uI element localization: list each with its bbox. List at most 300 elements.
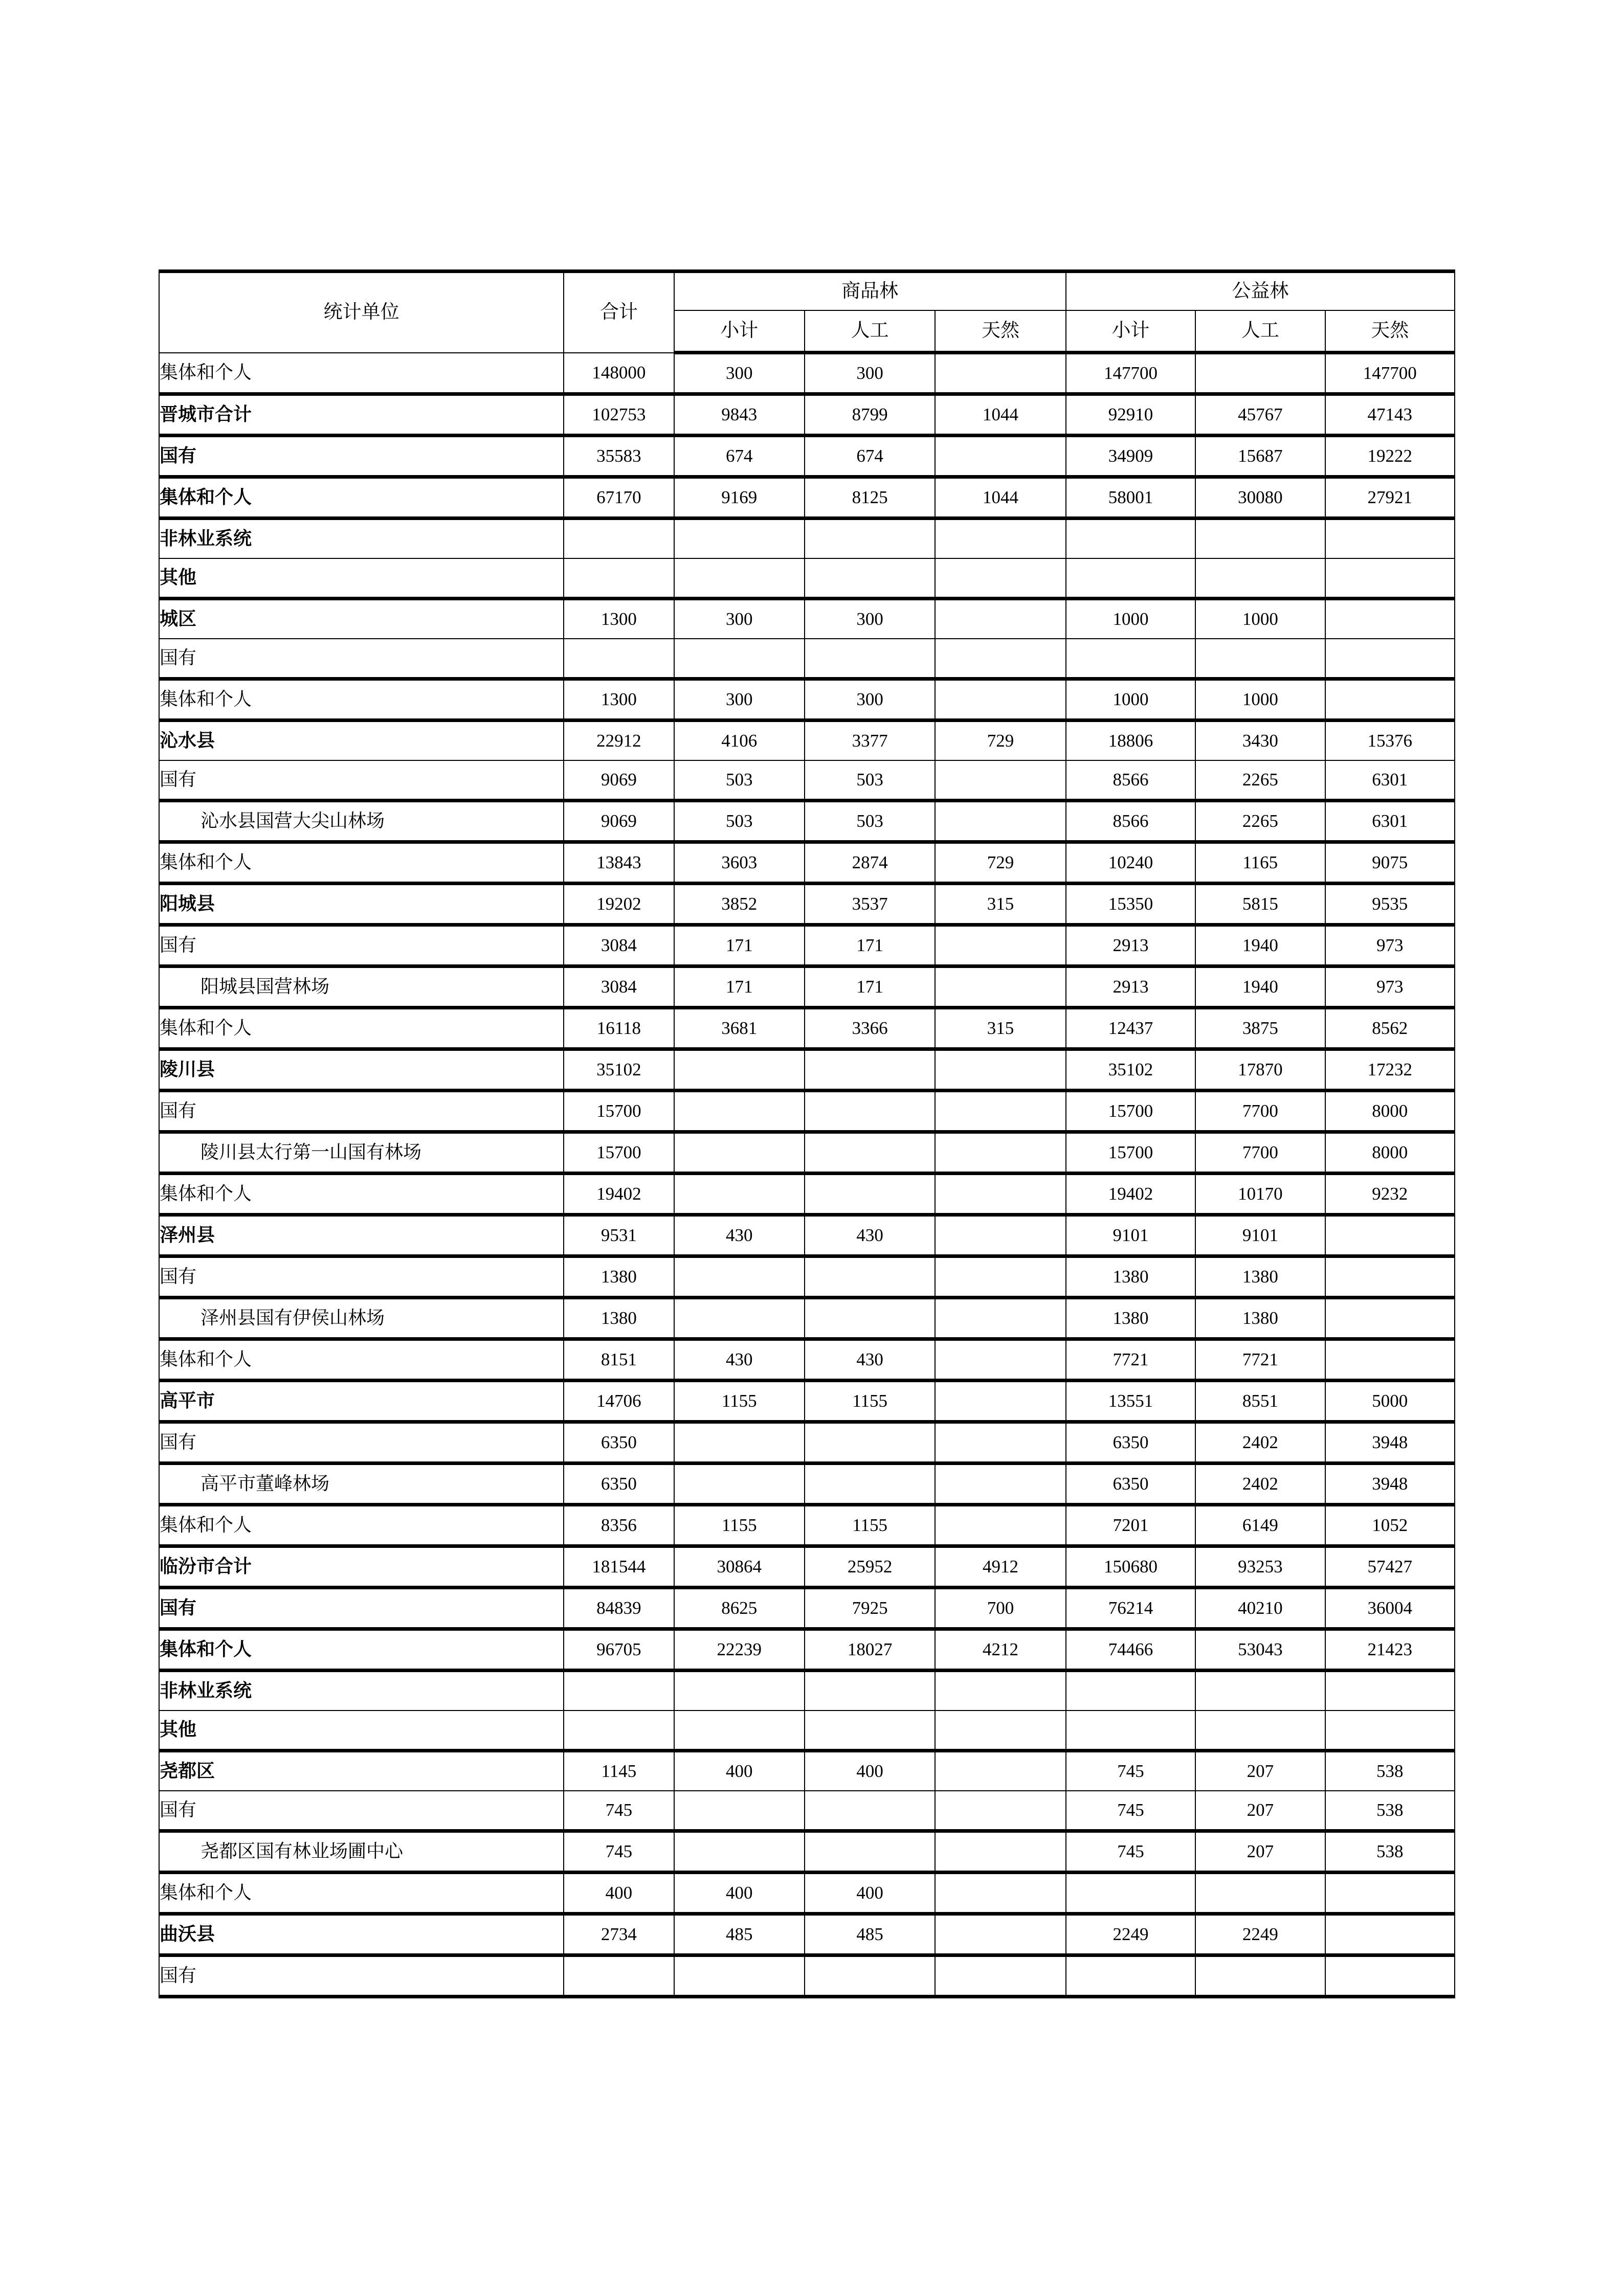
cell-welfare-subtotal: 76214: [1066, 1588, 1195, 1629]
cell-commercial-natural: [935, 1505, 1065, 1546]
cell-commercial-subtotal: [674, 1298, 805, 1339]
row-label: 沁水县: [159, 721, 564, 761]
cell-welfare-subtotal: 19402: [1066, 1174, 1195, 1215]
cell-welfare-subtotal: 58001: [1066, 477, 1195, 519]
cell-total: 6350: [564, 1422, 674, 1464]
row-label: 城区: [159, 599, 564, 639]
table-row: [159, 801, 1455, 842]
cell-welfare-subtotal: 2913: [1066, 966, 1195, 1008]
row-label: 国有: [159, 925, 564, 966]
table-row: [159, 1546, 1455, 1588]
cell-welfare-subtotal: 147700: [1066, 353, 1195, 394]
cell-commercial-natural: 1044: [935, 394, 1065, 436]
cell-commercial-natural: [935, 1381, 1065, 1422]
cell-welfare-natural: 9075: [1325, 842, 1455, 884]
cell-commercial-planted: [805, 1422, 935, 1464]
cell-commercial-planted: 430: [805, 1215, 935, 1256]
cell-welfare-subtotal: 2913: [1066, 925, 1195, 966]
cell-commercial-planted: [805, 1256, 935, 1298]
cell-commercial-natural: [935, 519, 1065, 559]
cell-total: [564, 558, 674, 599]
cell-welfare-planted: 1940: [1195, 925, 1325, 966]
cell-total: [564, 1955, 674, 1997]
table-row: [159, 353, 1455, 394]
row-label: 国有: [159, 1256, 564, 1298]
cell-welfare-natural: 8000: [1325, 1091, 1455, 1132]
cell-commercial-subtotal: 3603: [674, 842, 805, 884]
cell-commercial-subtotal: [674, 1132, 805, 1174]
table-row: [159, 436, 1455, 477]
table-row: [159, 1422, 1455, 1464]
cell-commercial-planted: [805, 1298, 935, 1339]
cell-welfare-planted: 1380: [1195, 1256, 1325, 1298]
table-row: [159, 1873, 1455, 1914]
table-row: [159, 1091, 1455, 1132]
cell-welfare-subtotal: 7721: [1066, 1339, 1195, 1381]
cell-commercial-planted: 674: [805, 436, 935, 477]
cell-commercial-planted: 8125: [805, 477, 935, 519]
cell-commercial-planted: [805, 1671, 935, 1711]
table-row: [159, 760, 1455, 801]
column-header-unit: 统计单位: [159, 272, 564, 353]
cell-total: 8151: [564, 1339, 674, 1381]
cell-welfare-planted: 1000: [1195, 599, 1325, 639]
cell-commercial-subtotal: [674, 1671, 805, 1711]
column-header-commercial-subtotal: 小计: [674, 310, 805, 353]
cell-welfare-subtotal: [1066, 1710, 1195, 1751]
cell-welfare-subtotal: 35102: [1066, 1049, 1195, 1091]
cell-total: 19402: [564, 1174, 674, 1215]
cell-welfare-natural: 6301: [1325, 760, 1455, 801]
cell-commercial-natural: [935, 925, 1065, 966]
cell-welfare-natural: [1325, 1339, 1455, 1381]
cell-welfare-planted: 8551: [1195, 1381, 1325, 1422]
cell-welfare-planted: 9101: [1195, 1215, 1325, 1256]
cell-commercial-planted: [805, 1049, 935, 1091]
column-group-commercial-forest: 商品林: [674, 272, 1066, 311]
row-label: 集体和个人: [159, 1629, 564, 1671]
table-row: [159, 1914, 1455, 1955]
cell-welfare-natural: 538: [1325, 1791, 1455, 1831]
column-header-commercial-natural: 天然: [935, 310, 1065, 353]
cell-total: [564, 639, 674, 679]
cell-commercial-planted: 3366: [805, 1008, 935, 1049]
row-label: 泽州县: [159, 1215, 564, 1256]
table-row: [159, 1629, 1455, 1671]
cell-commercial-natural: [935, 1710, 1065, 1751]
row-label: 国有: [159, 639, 564, 679]
cell-welfare-natural: 538: [1325, 1831, 1455, 1873]
cell-welfare-planted: 3875: [1195, 1008, 1325, 1049]
cell-welfare-planted: [1195, 1873, 1325, 1914]
cell-total: 148000: [564, 353, 674, 394]
cell-commercial-planted: [805, 558, 935, 599]
row-label: 沁水县国营大尖山林场: [159, 801, 564, 842]
cell-welfare-subtotal: 6350: [1066, 1422, 1195, 1464]
cell-commercial-planted: [805, 639, 935, 679]
cell-commercial-subtotal: 22239: [674, 1629, 805, 1671]
cell-total: 1380: [564, 1256, 674, 1298]
table-row: [159, 1008, 1455, 1049]
cell-welfare-planted: 5815: [1195, 884, 1325, 925]
cell-commercial-natural: [935, 760, 1065, 801]
cell-commercial-subtotal: 171: [674, 925, 805, 966]
row-label: 泽州县国有伊侯山林场: [159, 1298, 564, 1339]
row-label: 阳城县国营林场: [159, 966, 564, 1008]
table-body: [159, 353, 1455, 1997]
table-row: [159, 558, 1455, 599]
cell-commercial-planted: 400: [805, 1873, 935, 1914]
cell-commercial-subtotal: 430: [674, 1215, 805, 1256]
cell-welfare-natural: 3948: [1325, 1464, 1455, 1505]
cell-welfare-subtotal: 1000: [1066, 599, 1195, 639]
table-row: [159, 1381, 1455, 1422]
cell-welfare-planted: [1195, 558, 1325, 599]
cell-welfare-planted: 207: [1195, 1831, 1325, 1873]
cell-total: 1380: [564, 1298, 674, 1339]
table-header: [159, 272, 1455, 353]
cell-welfare-natural: [1325, 1873, 1455, 1914]
cell-commercial-planted: 171: [805, 925, 935, 966]
cell-commercial-natural: [935, 1256, 1065, 1298]
row-label: 晋城市合计: [159, 394, 564, 436]
cell-commercial-natural: [935, 1914, 1065, 1955]
row-label: 陵川县: [159, 1049, 564, 1091]
cell-welfare-subtotal: 15700: [1066, 1091, 1195, 1132]
cell-welfare-planted: 15687: [1195, 436, 1325, 477]
cell-commercial-natural: [935, 599, 1065, 639]
cell-welfare-planted: 207: [1195, 1791, 1325, 1831]
cell-commercial-subtotal: [674, 1464, 805, 1505]
row-label: 其他: [159, 1710, 564, 1751]
cell-commercial-planted: [805, 1464, 935, 1505]
table-row: [159, 1174, 1455, 1215]
cell-welfare-planted: 1000: [1195, 679, 1325, 721]
cell-commercial-natural: 729: [935, 721, 1065, 761]
cell-commercial-natural: 315: [935, 884, 1065, 925]
table-row: [159, 1298, 1455, 1339]
cell-commercial-planted: 1155: [805, 1505, 935, 1546]
row-label: 临汾市合计: [159, 1546, 564, 1588]
cell-commercial-planted: 7925: [805, 1588, 935, 1629]
cell-welfare-natural: [1325, 679, 1455, 721]
cell-welfare-planted: 2402: [1195, 1422, 1325, 1464]
cell-welfare-natural: 15376: [1325, 721, 1455, 761]
column-header-welfare-subtotal: 小计: [1066, 310, 1195, 353]
cell-total: 102753: [564, 394, 674, 436]
cell-welfare-planted: 6149: [1195, 1505, 1325, 1546]
cell-welfare-natural: 1052: [1325, 1505, 1455, 1546]
cell-total: 35583: [564, 436, 674, 477]
cell-commercial-natural: [935, 1091, 1065, 1132]
table-row: [159, 1588, 1455, 1629]
cell-total: 1300: [564, 679, 674, 721]
cell-welfare-planted: 10170: [1195, 1174, 1325, 1215]
column-header-commercial-planted: 人工: [805, 310, 935, 353]
cell-welfare-natural: 19222: [1325, 436, 1455, 477]
row-label: 国有: [159, 1588, 564, 1629]
cell-welfare-natural: 5000: [1325, 1381, 1455, 1422]
table-row: [159, 925, 1455, 966]
cell-commercial-natural: [935, 1751, 1065, 1791]
cell-commercial-planted: [805, 1955, 935, 1997]
cell-commercial-natural: [935, 639, 1065, 679]
cell-welfare-planted: 17870: [1195, 1049, 1325, 1091]
cell-commercial-natural: [935, 801, 1065, 842]
cell-commercial-natural: [935, 1791, 1065, 1831]
cell-commercial-subtotal: [674, 1422, 805, 1464]
cell-welfare-planted: 93253: [1195, 1546, 1325, 1588]
cell-commercial-planted: 400: [805, 1751, 935, 1791]
table-row: [159, 599, 1455, 639]
cell-commercial-subtotal: 430: [674, 1339, 805, 1381]
cell-commercial-natural: [935, 966, 1065, 1008]
cell-commercial-natural: [935, 1831, 1065, 1873]
cell-welfare-subtotal: 1380: [1066, 1256, 1195, 1298]
cell-welfare-natural: 3948: [1325, 1422, 1455, 1464]
cell-commercial-natural: 315: [935, 1008, 1065, 1049]
cell-commercial-planted: [805, 1132, 935, 1174]
cell-commercial-natural: [935, 679, 1065, 721]
cell-welfare-planted: 207: [1195, 1751, 1325, 1791]
cell-commercial-planted: [805, 1791, 935, 1831]
cell-commercial-natural: 4212: [935, 1629, 1065, 1671]
cell-welfare-planted: 2265: [1195, 760, 1325, 801]
table-row: [159, 1049, 1455, 1091]
cell-commercial-subtotal: [674, 558, 805, 599]
cell-commercial-subtotal: [674, 1791, 805, 1831]
row-label: 国有: [159, 436, 564, 477]
cell-welfare-subtotal: 74466: [1066, 1629, 1195, 1671]
cell-welfare-subtotal: 7201: [1066, 1505, 1195, 1546]
cell-welfare-planted: 3430: [1195, 721, 1325, 761]
cell-commercial-subtotal: [674, 1091, 805, 1132]
table-row: [159, 639, 1455, 679]
cell-welfare-planted: 45767: [1195, 394, 1325, 436]
cell-total: 9069: [564, 760, 674, 801]
cell-commercial-planted: [805, 1831, 935, 1873]
cell-commercial-subtotal: 8625: [674, 1588, 805, 1629]
cell-commercial-subtotal: [674, 1049, 805, 1091]
cell-commercial-subtotal: [674, 1174, 805, 1215]
cell-welfare-planted: [1195, 353, 1325, 394]
cell-welfare-subtotal: 745: [1066, 1751, 1195, 1791]
cell-commercial-subtotal: 503: [674, 760, 805, 801]
cell-total: 13843: [564, 842, 674, 884]
cell-welfare-natural: 9535: [1325, 884, 1455, 925]
cell-commercial-subtotal: 3852: [674, 884, 805, 925]
cell-welfare-planted: [1195, 1710, 1325, 1751]
cell-total: 15700: [564, 1091, 674, 1132]
row-label: 集体和个人: [159, 1505, 564, 1546]
cell-commercial-natural: [935, 1671, 1065, 1711]
row-label: 集体和个人: [159, 1174, 564, 1215]
cell-commercial-subtotal: 400: [674, 1751, 805, 1791]
cell-total: 9531: [564, 1215, 674, 1256]
table-row: [159, 477, 1455, 519]
cell-welfare-natural: 9232: [1325, 1174, 1455, 1215]
cell-welfare-natural: [1325, 1256, 1455, 1298]
cell-commercial-natural: [935, 436, 1065, 477]
cell-total: 8356: [564, 1505, 674, 1546]
cell-welfare-natural: 57427: [1325, 1546, 1455, 1588]
cell-commercial-natural: [935, 1132, 1065, 1174]
cell-welfare-natural: 973: [1325, 925, 1455, 966]
cell-welfare-subtotal: 12437: [1066, 1008, 1195, 1049]
cell-commercial-planted: 503: [805, 801, 935, 842]
table-row: [159, 1256, 1455, 1298]
column-group-public-welfare-forest: 公益林: [1066, 272, 1455, 311]
column-header-welfare-natural: 天然: [1325, 310, 1455, 353]
cell-welfare-natural: [1325, 1215, 1455, 1256]
cell-commercial-planted: 3537: [805, 884, 935, 925]
cell-commercial-subtotal: 9843: [674, 394, 805, 436]
cell-commercial-natural: [935, 1174, 1065, 1215]
cell-commercial-natural: [935, 558, 1065, 599]
row-label: 集体和个人: [159, 1008, 564, 1049]
column-header-welfare-planted: 人工: [1195, 310, 1325, 353]
cell-commercial-planted: 300: [805, 679, 935, 721]
cell-welfare-subtotal: [1066, 1671, 1195, 1711]
table-row: [159, 1505, 1455, 1546]
cell-total: 67170: [564, 477, 674, 519]
table-row: [159, 1464, 1455, 1505]
cell-commercial-planted: [805, 1091, 935, 1132]
cell-total: [564, 1710, 674, 1751]
cell-commercial-subtotal: 400: [674, 1873, 805, 1914]
cell-commercial-planted: 503: [805, 760, 935, 801]
cell-commercial-planted: [805, 1174, 935, 1215]
cell-welfare-natural: [1325, 558, 1455, 599]
cell-welfare-natural: [1325, 519, 1455, 559]
cell-welfare-planted: [1195, 519, 1325, 559]
row-label: 高平市: [159, 1381, 564, 1422]
cell-commercial-natural: [935, 1339, 1065, 1381]
cell-welfare-subtotal: [1066, 639, 1195, 679]
cell-commercial-planted: 171: [805, 966, 935, 1008]
cell-commercial-planted: 8799: [805, 394, 935, 436]
cell-commercial-planted: 1155: [805, 1381, 935, 1422]
cell-total: 1300: [564, 599, 674, 639]
table-row: [159, 1671, 1455, 1711]
cell-commercial-subtotal: 674: [674, 436, 805, 477]
cell-commercial-planted: [805, 1710, 935, 1751]
cell-commercial-subtotal: 1155: [674, 1505, 805, 1546]
row-label: 国有: [159, 1791, 564, 1831]
cell-welfare-subtotal: 9101: [1066, 1215, 1195, 1256]
row-label: 国有: [159, 1091, 564, 1132]
row-label: 陵川县太行第一山国有林场: [159, 1132, 564, 1174]
table-row: [159, 1710, 1455, 1751]
cell-commercial-natural: 4912: [935, 1546, 1065, 1588]
cell-total: 22912: [564, 721, 674, 761]
cell-welfare-planted: 40210: [1195, 1588, 1325, 1629]
cell-total: 2734: [564, 1914, 674, 1955]
cell-welfare-natural: 973: [1325, 966, 1455, 1008]
table-row: [159, 1791, 1455, 1831]
cell-commercial-subtotal: 503: [674, 801, 805, 842]
cell-commercial-subtotal: [674, 1955, 805, 1997]
cell-welfare-natural: 8000: [1325, 1132, 1455, 1174]
cell-commercial-subtotal: [674, 1710, 805, 1751]
cell-total: [564, 1671, 674, 1711]
cell-welfare-natural: [1325, 1955, 1455, 1997]
cell-welfare-natural: [1325, 1710, 1455, 1751]
table-row: [159, 1339, 1455, 1381]
cell-total: 745: [564, 1791, 674, 1831]
cell-welfare-natural: [1325, 599, 1455, 639]
cell-commercial-subtotal: 485: [674, 1914, 805, 1955]
cell-welfare-subtotal: 34909: [1066, 436, 1195, 477]
row-label: 集体和个人: [159, 679, 564, 721]
row-label: 曲沃县: [159, 1914, 564, 1955]
cell-welfare-subtotal: 18806: [1066, 721, 1195, 761]
cell-welfare-subtotal: 1380: [1066, 1298, 1195, 1339]
column-header-total: 合计: [564, 272, 674, 353]
cell-welfare-subtotal: 745: [1066, 1791, 1195, 1831]
cell-commercial-planted: 25952: [805, 1546, 935, 1588]
cell-welfare-subtotal: [1066, 1955, 1195, 1997]
row-label: 集体和个人: [159, 842, 564, 884]
cell-total: 3084: [564, 966, 674, 1008]
cell-total: 745: [564, 1831, 674, 1873]
row-label: 尧都区: [159, 1751, 564, 1791]
cell-commercial-subtotal: 30864: [674, 1546, 805, 1588]
cell-welfare-subtotal: 8566: [1066, 801, 1195, 842]
cell-welfare-subtotal: 150680: [1066, 1546, 1195, 1588]
cell-commercial-natural: 1044: [935, 477, 1065, 519]
cell-commercial-natural: [935, 1298, 1065, 1339]
forest-statistics-table: [159, 269, 1455, 1998]
cell-total: 1145: [564, 1751, 674, 1791]
cell-commercial-natural: [935, 1049, 1065, 1091]
cell-welfare-planted: [1195, 639, 1325, 679]
cell-commercial-subtotal: 300: [674, 679, 805, 721]
cell-welfare-subtotal: 6350: [1066, 1464, 1195, 1505]
cell-welfare-planted: 1165: [1195, 842, 1325, 884]
cell-commercial-subtotal: 9169: [674, 477, 805, 519]
cell-welfare-subtotal: 745: [1066, 1831, 1195, 1873]
cell-welfare-subtotal: [1066, 1873, 1195, 1914]
cell-welfare-planted: 7700: [1195, 1091, 1325, 1132]
cell-total: 6350: [564, 1464, 674, 1505]
row-label: 国有: [159, 1422, 564, 1464]
cell-commercial-natural: 729: [935, 842, 1065, 884]
cell-welfare-planted: 2249: [1195, 1914, 1325, 1955]
row-label: 非林业系统: [159, 519, 564, 559]
cell-commercial-subtotal: 300: [674, 599, 805, 639]
cell-welfare-planted: 7700: [1195, 1132, 1325, 1174]
cell-welfare-subtotal: 92910: [1066, 394, 1195, 436]
cell-commercial-subtotal: [674, 519, 805, 559]
cell-commercial-subtotal: 3681: [674, 1008, 805, 1049]
cell-welfare-subtotal: [1066, 558, 1195, 599]
cell-welfare-subtotal: 2249: [1066, 1914, 1195, 1955]
row-label: 集体和个人: [159, 1339, 564, 1381]
cell-welfare-planted: [1195, 1671, 1325, 1711]
cell-total: 181544: [564, 1546, 674, 1588]
cell-welfare-natural: [1325, 1671, 1455, 1711]
cell-total: 14706: [564, 1381, 674, 1422]
cell-welfare-natural: 538: [1325, 1751, 1455, 1791]
cell-total: 9069: [564, 801, 674, 842]
cell-total: 3084: [564, 925, 674, 966]
cell-commercial-natural: 700: [935, 1588, 1065, 1629]
cell-commercial-natural: [935, 1464, 1065, 1505]
document-page: [159, 269, 1455, 1998]
cell-total: 19202: [564, 884, 674, 925]
cell-commercial-planted: 430: [805, 1339, 935, 1381]
